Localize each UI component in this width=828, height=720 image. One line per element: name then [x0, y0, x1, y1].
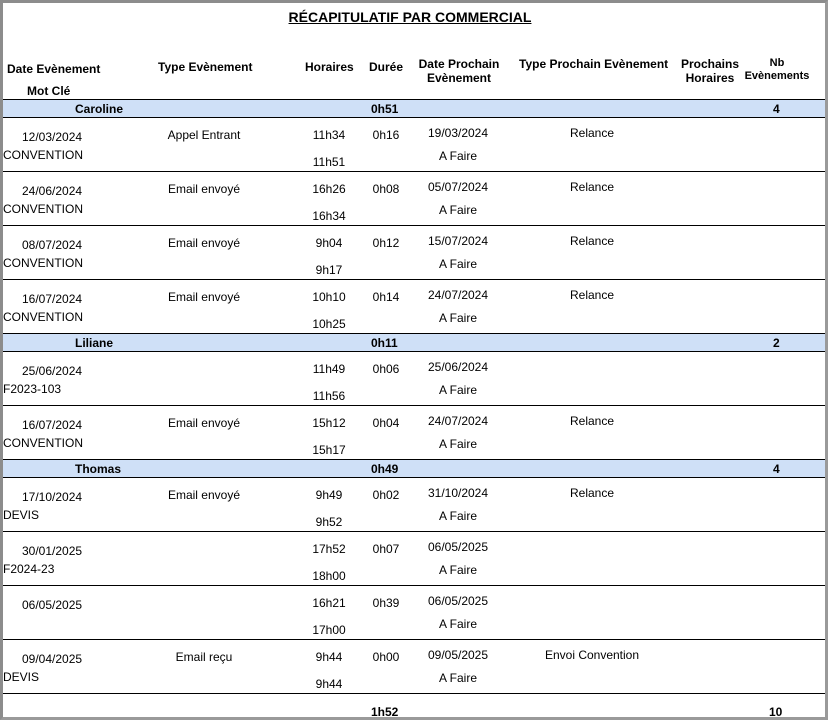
header-nb-line2: Evènements — [744, 70, 810, 82]
header-prochains-line1: Prochains — [680, 57, 740, 71]
next-event-status: A Faire — [438, 563, 477, 577]
keyword: F2024-23 — [3, 562, 55, 576]
end-time: 18h00 — [312, 569, 346, 583]
next-event-date: 31/10/2024 — [427, 486, 489, 500]
header-prochains-line2: Horaires — [685, 71, 735, 85]
event-type: Email envoyé — [167, 416, 241, 430]
group-duree: 0h51 — [371, 102, 399, 116]
table-row — [3, 640, 825, 694]
next-event-type: Relance — [569, 234, 615, 248]
duration: 0h02 — [372, 488, 400, 502]
header-mot-cle: Mot Clé — [27, 84, 71, 98]
start-time: 10h10 — [312, 290, 346, 304]
next-event-date: 19/03/2024 — [427, 126, 489, 140]
keyword: CONVENTION — [3, 202, 84, 216]
table-row — [3, 352, 825, 406]
end-time: 9h44 — [315, 677, 343, 691]
end-time: 9h52 — [315, 515, 343, 529]
next-event-status: A Faire — [438, 617, 477, 631]
header-horaires: Horaires — [305, 60, 354, 74]
table-row — [3, 586, 825, 640]
event-type: Email envoyé — [167, 236, 241, 250]
start-time: 9h04 — [315, 236, 343, 250]
start-time: 11h49 — [312, 362, 346, 376]
header-date-evenement: Date Evènement — [7, 62, 101, 76]
end-time: 17h00 — [312, 623, 346, 637]
start-time: 9h49 — [315, 488, 343, 502]
table-row — [3, 280, 825, 334]
next-event-type: Relance — [569, 288, 615, 302]
start-time: 11h34 — [312, 128, 346, 142]
header-nb-line1: Nb — [769, 57, 785, 69]
next-event-date: 06/05/2025 — [427, 594, 489, 608]
duration: 0h06 — [372, 362, 400, 376]
group-duree: 0h49 — [371, 462, 399, 476]
end-time: 15h17 — [312, 443, 346, 457]
next-event-status: A Faire — [438, 257, 477, 271]
next-event-date: 24/07/2024 — [427, 288, 489, 302]
event-date: 06/05/2025 — [22, 598, 83, 612]
event-date: 24/06/2024 — [22, 184, 83, 198]
duration: 0h12 — [372, 236, 400, 250]
next-event-status: A Faire — [438, 509, 477, 523]
group-nb: 4 — [773, 462, 780, 476]
event-type: Appel Entrant — [167, 128, 241, 142]
next-event-status: A Faire — [438, 311, 477, 325]
event-date: 30/01/2025 — [22, 544, 83, 558]
table-row — [3, 226, 825, 280]
end-time: 11h56 — [312, 389, 346, 403]
header-prochains-horaires — [675, 57, 745, 85]
event-date: 25/06/2024 — [22, 364, 83, 378]
event-date: 12/03/2024 — [22, 130, 83, 144]
start-time: 9h44 — [315, 650, 343, 664]
next-event-type: Relance — [569, 126, 615, 140]
next-event-status: A Faire — [438, 437, 477, 451]
duration: 0h08 — [372, 182, 400, 196]
header-date-prochain-line2: Evènement — [426, 71, 492, 85]
group-duree: 0h11 — [371, 336, 398, 350]
duration: 0h14 — [372, 290, 400, 304]
keyword: F2023-103 — [3, 382, 62, 396]
header-date-prochain — [411, 57, 507, 85]
duration: 0h39 — [372, 596, 400, 610]
event-type: Email envoyé — [167, 182, 241, 196]
grand-total-nb: 10 — [769, 705, 783, 719]
next-event-status: A Faire — [438, 671, 477, 685]
next-event-type: Relance — [569, 180, 615, 194]
next-event-date: 09/05/2025 — [427, 648, 489, 662]
header-type-prochain: Type Prochain Evènement — [519, 57, 669, 71]
grand-total-duree: 1h52 — [371, 705, 399, 719]
next-event-type: Relance — [569, 414, 615, 428]
duration: 0h00 — [372, 650, 400, 664]
duration: 0h04 — [372, 416, 400, 430]
event-type: Email envoyé — [167, 488, 241, 502]
event-date: 16/07/2024 — [22, 418, 83, 432]
group-row-liliane — [3, 334, 825, 352]
next-event-date: 24/07/2024 — [427, 414, 489, 428]
header-type-evenement: Type Evènement — [158, 60, 253, 74]
group-row-thomas — [3, 460, 825, 478]
table-row — [3, 406, 825, 460]
start-time: 16h21 — [312, 596, 346, 610]
event-date: 09/04/2025 — [22, 652, 83, 666]
group-name: Liliane — [75, 336, 114, 350]
end-time: 10h25 — [312, 317, 346, 331]
next-event-status: A Faire — [438, 149, 477, 163]
next-event-date: 15/07/2024 — [427, 234, 489, 248]
next-event-status: A Faire — [438, 203, 477, 217]
group-name: Thomas — [75, 462, 122, 476]
next-event-type: Envoi Convention — [544, 648, 640, 662]
end-time: 11h51 — [312, 155, 346, 169]
table-row — [3, 118, 825, 172]
grand-total-row — [3, 702, 825, 720]
group-nb: 4 — [773, 102, 780, 116]
report-title: RÉCAPITULATIF PAR COMMERCIAL — [288, 9, 532, 25]
group-name: Caroline — [75, 102, 124, 116]
group-nb: 2 — [773, 336, 780, 350]
next-event-date: 05/07/2024 — [427, 180, 489, 194]
keyword: CONVENTION — [3, 436, 84, 450]
keyword: CONVENTION — [3, 148, 84, 162]
event-type: Email envoyé — [167, 290, 241, 304]
table-row — [3, 532, 825, 586]
header-date-prochain-line1: Date Prochain — [418, 57, 500, 71]
keyword: CONVENTION — [3, 310, 84, 324]
duration: 0h07 — [372, 542, 400, 556]
next-event-date: 06/05/2025 — [427, 540, 489, 554]
start-time: 15h12 — [312, 416, 346, 430]
next-event-type: Relance — [569, 486, 615, 500]
next-event-date: 25/06/2024 — [427, 360, 489, 374]
event-date: 08/07/2024 — [22, 238, 83, 252]
end-time: 16h34 — [312, 209, 346, 223]
keyword: DEVIS — [3, 508, 40, 522]
row-divider — [3, 693, 825, 694]
event-type: Email reçu — [175, 650, 233, 664]
keyword: DEVIS — [3, 670, 40, 684]
event-date: 16/07/2024 — [22, 292, 83, 306]
group-row-caroline — [3, 100, 825, 118]
event-date: 17/10/2024 — [22, 490, 83, 504]
header-nb-evenements — [741, 57, 813, 83]
next-event-status: A Faire — [438, 383, 477, 397]
start-time: 17h52 — [312, 542, 346, 556]
end-time: 9h17 — [315, 263, 343, 277]
table-row — [3, 172, 825, 226]
table-row — [3, 478, 825, 532]
keyword: CONVENTION — [3, 256, 84, 270]
duration: 0h16 — [372, 128, 400, 142]
header-duree: Durée — [369, 60, 404, 74]
start-time: 16h26 — [312, 182, 346, 196]
